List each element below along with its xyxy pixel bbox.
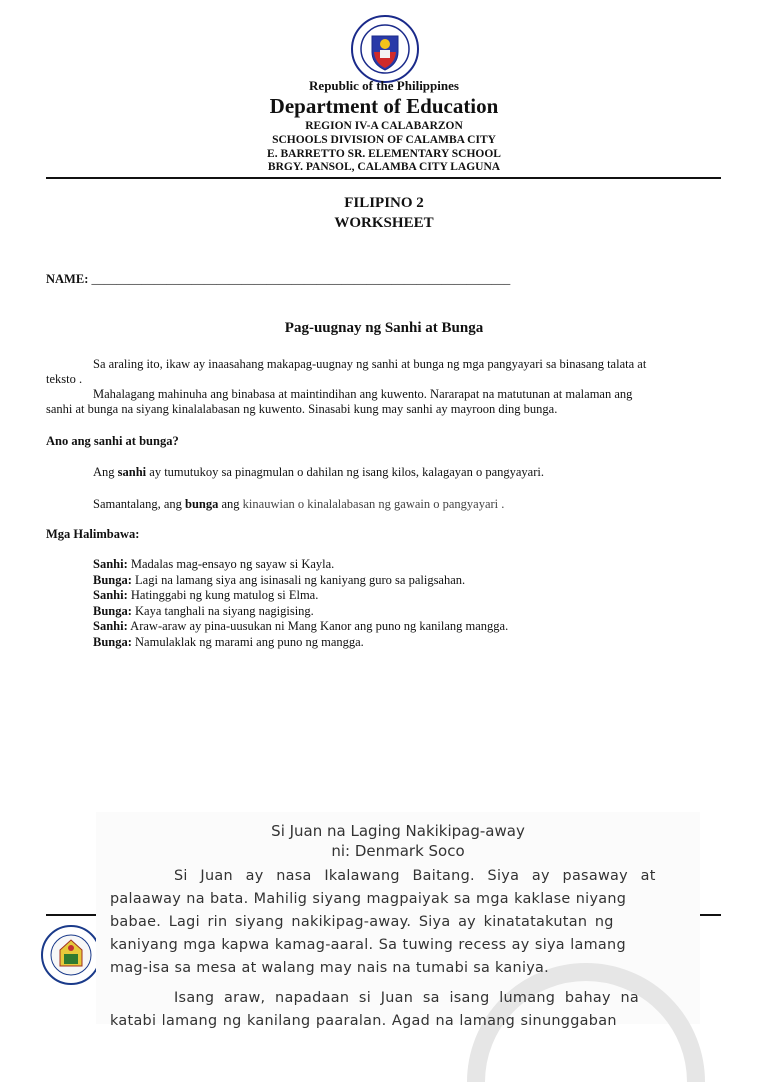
- story-line: katabi lamang ng kanilang paaralan. Agad na lamang sinunggaban: [110, 1013, 617, 1029]
- name-line[interactable]: ___________________________________________________________________: [91, 272, 511, 286]
- school-line: E. BARRETTO SR. ELEMENTARY SCHOOL: [267, 148, 501, 160]
- address-line: BRGY. PANSOL, CALAMBA CITY LAGUNA: [267, 161, 501, 173]
- story-line: Isang araw, napadaan si Juan sa isang lumang bahay na: [174, 990, 640, 1006]
- examples-heading: Mga Halimbawa:: [46, 527, 140, 541]
- story-line: mag-isa sa mesa at walang may nais na tumabi sa kaniya.: [110, 960, 550, 976]
- worksheet-subject: FILIPINO 2: [344, 195, 424, 211]
- examples-list: [93, 557, 508, 651]
- intro-paragraph-2a: Mahalagang mahinuha ang binabasa at maintindihan ang kuwento. Nararapat na matutunan at malaman ang: [93, 387, 633, 401]
- definition-sanhi-post: ay tumutukoy sa pinagmulan o dahilan ng isang kilos, kalagayan o pangyayari.: [146, 465, 544, 479]
- worksheet-type: WORKSHEET: [334, 215, 434, 231]
- example-item: [93, 557, 508, 573]
- example-text: Araw-araw ay pina-uusukan ni Mang Kanor ang puno ng kanilang mangga.: [127, 619, 509, 634]
- division-line: SCHOOLS DIVISION OF CALAMBA CITY: [272, 134, 496, 146]
- name-label: NAME:: [46, 272, 89, 286]
- definition-sanhi-word: sanhi: [117, 465, 147, 479]
- story-line: kaniyang mga kapwa kamag-aaral. Sa tuwing recess ay siya lamang: [110, 937, 626, 953]
- story-author: ni: Denmark Soco: [331, 842, 465, 860]
- definition-bunga-mid: ang: [218, 497, 243, 511]
- intro-paragraph-1b: teksto .: [46, 372, 83, 386]
- example-text: Lagi na lamang siya ang isinasali ng kaniyang guro sa paligsahan.: [131, 572, 466, 587]
- question-heading: Ano ang sanhi at bunga?: [46, 434, 179, 448]
- example-text: Madalas mag-ensayo ng sayaw si Kayla.: [127, 557, 335, 571]
- example-text: Namulaklak ng marami ang puno ng mangga.: [131, 634, 364, 649]
- story-line: palaaway na bata. Mahilig siyang magpaiyak sa mga kaklase niyang: [110, 891, 627, 907]
- example-item: [93, 588, 508, 604]
- example-label: Bunga:: [93, 572, 132, 587]
- example-label: Sanhi:: [93, 588, 128, 603]
- example-text: Kaya tanghali na siyang nagigising.: [131, 603, 314, 618]
- definition-bunga-word: bunga: [185, 497, 219, 511]
- story-line: Si Juan ay nasa Ikalawang Baitang. Siya ay pasaway at: [174, 868, 656, 884]
- example-text: Hatinggabi ng kung matulog si Elma.: [127, 588, 319, 603]
- school-logo: [40, 924, 102, 986]
- example-label: Bunga:: [93, 603, 132, 618]
- example-label: Bunga:: [93, 634, 132, 649]
- header-divider: [46, 177, 721, 179]
- lesson-title: Pag-uugnay ng Sanhi at Bunga: [284, 320, 484, 336]
- story-line: babae. Lagi rin siyang nakikipag-away. Siya ay kinatatakutan ng: [110, 914, 614, 930]
- republic-line: Republic of the Philippines: [309, 78, 459, 93]
- definition-bunga: [93, 497, 504, 512]
- name-field[interactable]: [46, 272, 510, 287]
- intro-paragraph-2b: sanhi at bunga na siyang kinalalabasan ng kuwento. Sinasabi kung may sanhi ay mayroon ding bunga.: [46, 402, 558, 416]
- example-label: Sanhi:: [93, 557, 128, 571]
- definition-sanhi-pre: Ang: [93, 465, 118, 479]
- definition-bunga-pre: Samantalang, ang: [93, 497, 185, 511]
- department-title: Department of Education: [269, 94, 499, 118]
- story-image: [96, 812, 700, 1029]
- deped-seal-logo: [350, 14, 420, 84]
- example-item: [93, 619, 508, 635]
- intro-paragraph-1a: Sa araling ito, ikaw ay inaasahang makapag-uugnay ng sanhi at bunga ng mga pangyayari sa binasang talata at: [93, 357, 647, 371]
- definition-sanhi: [93, 465, 544, 480]
- example-item: [93, 604, 508, 620]
- definition-bunga-post: kinauwian o kinalalabasan ng gawain o pangyayari .: [242, 497, 505, 511]
- example-item: [93, 635, 508, 651]
- region-line: REGION IV-A CALABARZON: [305, 120, 463, 132]
- example-item: [93, 573, 508, 589]
- story-title: Si Juan na Laging Nakikipag-away: [271, 822, 525, 840]
- example-label: Sanhi:: [93, 619, 128, 634]
